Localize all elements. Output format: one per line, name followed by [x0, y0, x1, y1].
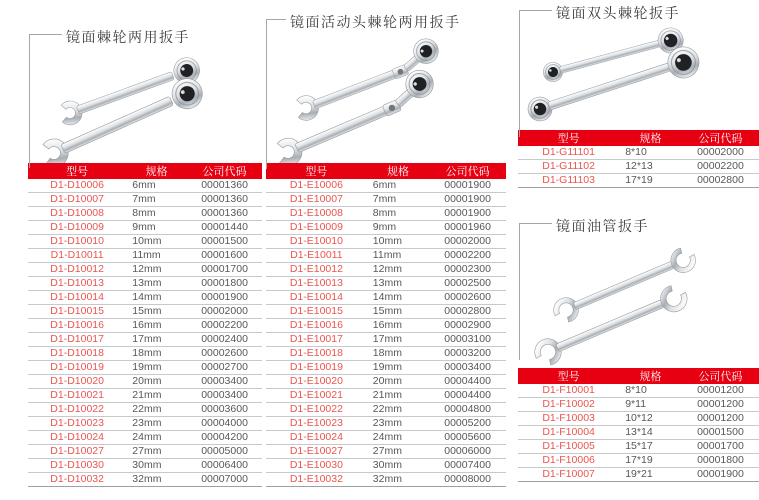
code-cell: 00001960: [429, 221, 506, 235]
model-cell: D1-E10019: [266, 361, 367, 375]
table-header-row: [518, 368, 759, 384]
table-row: [518, 174, 759, 188]
model-cell: D1-E10018: [266, 347, 367, 361]
table-row: [518, 412, 759, 426]
spec-cell: 13mm: [126, 277, 187, 291]
model-cell: D1-D10020: [28, 375, 126, 389]
model-cell: D1-E10021: [266, 389, 367, 403]
model-cell: D1-D10019: [28, 361, 126, 375]
code-cell: 00001600: [187, 249, 262, 263]
section-title: 镜面棘轮两用扳手: [66, 29, 190, 45]
code-cell: 00001500: [187, 235, 262, 249]
model-cell: D1-E10027: [266, 445, 367, 459]
model-cell: D1-E10020: [266, 375, 367, 389]
spec-cell: 21mm: [367, 389, 429, 403]
code-cell: 00003200: [429, 347, 506, 361]
code-cell: 00003400: [187, 389, 262, 403]
spec-cell: 19*21: [619, 468, 682, 482]
table-row: [266, 263, 506, 277]
column-header-model: 型号: [266, 163, 367, 179]
table-row: [266, 347, 506, 361]
code-cell: 00004400: [429, 375, 506, 389]
column-header-spec: 规格: [367, 163, 429, 179]
spec-cell: 23mm: [126, 417, 187, 431]
double-ring-ratchet-wrench-photo: [518, 27, 759, 130]
table-row: [28, 291, 262, 305]
spec-cell: 9*11: [619, 398, 682, 412]
table-row: [28, 193, 262, 207]
code-cell: 00005600: [429, 431, 506, 445]
section-title-row: [28, 27, 262, 47]
table-row: [28, 361, 262, 375]
model-cell: D1-E10016: [266, 319, 367, 333]
code-cell: 00001700: [682, 440, 759, 454]
model-cell: D1-F10006: [518, 454, 619, 468]
model-cell: D1-D10017: [28, 333, 126, 347]
column-header-spec: 规格: [619, 130, 682, 146]
spec-cell: 22mm: [126, 403, 187, 417]
code-cell: 00005000: [187, 445, 262, 459]
table-row: [28, 263, 262, 277]
code-cell: 00001200: [682, 384, 759, 398]
model-cell: D1-D10011: [28, 249, 126, 263]
code-cell: 00001900: [429, 193, 506, 207]
spec-cell: 24mm: [367, 431, 429, 445]
model-cell: D1-D10027: [28, 445, 126, 459]
table-row: [28, 221, 262, 235]
code-cell: 00001900: [429, 179, 506, 193]
spec-cell: 12mm: [367, 263, 429, 277]
spec-cell: 8*10: [619, 384, 682, 398]
spec-cell: 10*12: [619, 412, 682, 426]
spec-cell: 7mm: [367, 193, 429, 207]
model-cell: D1-D10012: [28, 263, 126, 277]
table-row: [266, 305, 506, 319]
model-cell: D1-D10007: [28, 193, 126, 207]
model-cell: D1-D10015: [28, 305, 126, 319]
table-row: [266, 179, 506, 193]
model-cell: D1-D10016: [28, 319, 126, 333]
model-cell: D1-E10032: [266, 473, 367, 487]
model-cell: D1-E10014: [266, 291, 367, 305]
table-row: [266, 235, 506, 249]
model-cell: D1-D10021: [28, 389, 126, 403]
spec-cell: 9mm: [126, 221, 187, 235]
spec-cell: 6mm: [367, 179, 429, 193]
code-cell: 00002800: [429, 305, 506, 319]
model-cell: D1-F10001: [518, 384, 619, 398]
code-cell: 00002400: [187, 333, 262, 347]
code-cell: 00002000: [187, 305, 262, 319]
code-cell: 00004400: [429, 389, 506, 403]
code-cell: 00002000: [682, 146, 759, 160]
table-row: [28, 389, 262, 403]
spec-cell: 8*10: [619, 146, 682, 160]
code-cell: 00002200: [682, 160, 759, 174]
code-cell: 00001800: [187, 277, 262, 291]
model-cell: D1-D10013: [28, 277, 126, 291]
model-cell: D1-G11103: [518, 174, 619, 188]
spec-cell: 17mm: [126, 333, 187, 347]
model-cell: D1-D10008: [28, 207, 126, 221]
table-row: [28, 375, 262, 389]
section-double-ring-ratchet: [518, 3, 759, 188]
section-title-row: [518, 3, 759, 23]
flex-head-ratchet-wrench-photo: [266, 36, 506, 163]
table-row: [28, 417, 262, 431]
title-bracket-line: [266, 19, 286, 169]
table-row: [28, 305, 262, 319]
table-row: [266, 333, 506, 347]
spec-cell: 32mm: [367, 473, 429, 487]
column-header-spec: 规格: [619, 368, 682, 384]
column-header-code: 公司代码: [429, 163, 506, 179]
spec-cell: 24mm: [126, 431, 187, 445]
table-row: [28, 179, 262, 193]
table-row: [266, 445, 506, 459]
model-cell: D1-F10004: [518, 426, 619, 440]
spec-table-ratchet-combination: [28, 163, 262, 487]
table-row: [266, 459, 506, 473]
spec-cell: 13mm: [367, 277, 429, 291]
model-cell: D1-E10023: [266, 417, 367, 431]
table-row: [266, 277, 506, 291]
spec-cell: 14mm: [367, 291, 429, 305]
model-cell: D1-D10014: [28, 291, 126, 305]
spec-cell: 10mm: [126, 235, 187, 249]
code-cell: 00001500: [682, 426, 759, 440]
model-cell: D1-F10005: [518, 440, 619, 454]
title-bracket-line: [29, 34, 62, 168]
table-row: [28, 347, 262, 361]
spec-cell: 20mm: [126, 375, 187, 389]
code-cell: 00003400: [429, 361, 506, 375]
spec-cell: 32mm: [126, 473, 187, 487]
model-cell: D1-D10023: [28, 417, 126, 431]
title-bracket-line: [519, 10, 552, 137]
model-cell: D1-D10018: [28, 347, 126, 361]
table-row: [266, 193, 506, 207]
code-cell: 00001360: [187, 179, 262, 193]
model-cell: D1-E10008: [266, 207, 367, 221]
spec-table-flare-nut: [518, 368, 759, 482]
code-cell: 00001800: [682, 454, 759, 468]
table-row: [28, 277, 262, 291]
table-row: [28, 431, 262, 445]
model-cell: D1-E10015: [266, 305, 367, 319]
spec-cell: 17*19: [619, 454, 682, 468]
right-column: [518, 0, 759, 482]
column-header-model: 型号: [518, 130, 619, 146]
code-cell: 00004000: [187, 417, 262, 431]
model-cell: D1-D10009: [28, 221, 126, 235]
ratchet-combination-wrench-photo: [28, 53, 262, 163]
spec-cell: 22mm: [367, 403, 429, 417]
spec-cell: 6mm: [126, 179, 187, 193]
code-cell: 00002700: [187, 361, 262, 375]
spec-cell: 15mm: [367, 305, 429, 319]
model-cell: D1-E10012: [266, 263, 367, 277]
model-cell: D1-D10024: [28, 431, 126, 445]
spec-cell: 30mm: [367, 459, 429, 473]
table-row: [266, 361, 506, 375]
model-cell: D1-D10006: [28, 179, 126, 193]
spec-table-flex-head: [266, 163, 506, 487]
spec-cell: 19mm: [367, 361, 429, 375]
table-row: [28, 235, 262, 249]
column-header-code: 公司代码: [187, 163, 262, 179]
column-header-model: 型号: [28, 163, 126, 179]
model-cell: D1-E10010: [266, 235, 367, 249]
code-cell: 00002200: [429, 249, 506, 263]
model-cell: D1-F10003: [518, 412, 619, 426]
spec-cell: 14mm: [126, 291, 187, 305]
spec-cell: 8mm: [367, 207, 429, 221]
table-row: [518, 146, 759, 160]
section-flare-nut: [518, 216, 759, 482]
table-row: [266, 473, 506, 487]
model-cell: D1-E10011: [266, 249, 367, 263]
code-cell: 00001440: [187, 221, 262, 235]
code-cell: 00002800: [682, 174, 759, 188]
section-flex-head-ratchet: [266, 0, 506, 487]
table-row: [266, 207, 506, 221]
spec-cell: 27mm: [367, 445, 429, 459]
model-cell: D1-E10024: [266, 431, 367, 445]
table-row: [28, 333, 262, 347]
column-header-model: 型号: [518, 368, 619, 384]
model-cell: D1-D10032: [28, 473, 126, 487]
spec-cell: 17mm: [367, 333, 429, 347]
table-row: [518, 440, 759, 454]
table-row: [28, 445, 262, 459]
code-cell: 00003400: [187, 375, 262, 389]
section-title: 镜面油管扳手: [556, 218, 649, 234]
spec-cell: 18mm: [126, 347, 187, 361]
table-row: [266, 389, 506, 403]
table-header-row: [518, 130, 759, 146]
code-cell: 00001200: [682, 398, 759, 412]
table-row: [28, 319, 262, 333]
code-cell: 00001360: [187, 193, 262, 207]
table-header-row: [266, 163, 506, 179]
code-cell: 00004800: [429, 403, 506, 417]
section-title: 镜面活动头棘轮两用扳手: [290, 14, 461, 30]
code-cell: 00007400: [429, 459, 506, 473]
model-cell: D1-E10030: [266, 459, 367, 473]
code-cell: 00001900: [682, 468, 759, 482]
column-header-code: 公司代码: [682, 368, 759, 384]
model-cell: D1-E10022: [266, 403, 367, 417]
table-row: [266, 221, 506, 235]
code-cell: 00001900: [429, 207, 506, 221]
code-cell: 00001700: [187, 263, 262, 277]
table-row: [266, 417, 506, 431]
table-row: [518, 454, 759, 468]
model-cell: D1-F10007: [518, 468, 619, 482]
model-cell: D1-F10002: [518, 398, 619, 412]
code-cell: 00007000: [187, 473, 262, 487]
section-title: 镜面双头棘轮扳手: [556, 5, 680, 21]
table-row: [518, 398, 759, 412]
spec-cell: 11mm: [126, 249, 187, 263]
model-cell: D1-E10007: [266, 193, 367, 207]
spec-cell: 10mm: [367, 235, 429, 249]
table-row: [28, 403, 262, 417]
spec-cell: 18mm: [367, 347, 429, 361]
spec-cell: 13*14: [619, 426, 682, 440]
table-row: [518, 468, 759, 482]
code-cell: 00002500: [429, 277, 506, 291]
table-row: [28, 459, 262, 473]
spec-cell: 16mm: [367, 319, 429, 333]
spec-cell: 19mm: [126, 361, 187, 375]
table-row: [518, 160, 759, 174]
spec-cell: 20mm: [367, 375, 429, 389]
code-cell: 00001200: [682, 412, 759, 426]
code-cell: 00002200: [187, 319, 262, 333]
spec-cell: 9mm: [367, 221, 429, 235]
code-cell: 00001900: [187, 291, 262, 305]
code-cell: 00002600: [187, 347, 262, 361]
spec-cell: 21mm: [126, 389, 187, 403]
table-row: [266, 431, 506, 445]
table-row: [266, 319, 506, 333]
spec-cell: 11mm: [367, 249, 429, 263]
spec-cell: 8mm: [126, 207, 187, 221]
table-row: [28, 473, 262, 487]
model-cell: D1-G11102: [518, 160, 619, 174]
column-header-code: 公司代码: [682, 130, 759, 146]
table-row: [266, 291, 506, 305]
title-bracket-line: [519, 223, 552, 360]
spec-cell: 30mm: [126, 459, 187, 473]
table-row: [266, 249, 506, 263]
code-cell: 00006400: [187, 459, 262, 473]
flare-nut-wrench-photo: [518, 240, 759, 368]
spec-cell: 12*13: [619, 160, 682, 174]
code-cell: 00002600: [429, 291, 506, 305]
spec-cell: 23mm: [367, 417, 429, 431]
model-cell: D1-G11101: [518, 146, 619, 160]
code-cell: 00005200: [429, 417, 506, 431]
code-cell: 00008000: [429, 473, 506, 487]
code-cell: 00002900: [429, 319, 506, 333]
code-cell: 00002000: [429, 235, 506, 249]
code-cell: 00006000: [429, 445, 506, 459]
table-row: [266, 375, 506, 389]
code-cell: 00003600: [187, 403, 262, 417]
table-row: [28, 249, 262, 263]
section-title-row: [518, 216, 759, 236]
spec-cell: 15*17: [619, 440, 682, 454]
model-cell: D1-E10009: [266, 221, 367, 235]
spec-cell: 7mm: [126, 193, 187, 207]
model-cell: D1-E10017: [266, 333, 367, 347]
table-row: [518, 384, 759, 398]
spec-cell: 12mm: [126, 263, 187, 277]
section-title-row: [266, 12, 506, 32]
model-cell: D1-D10030: [28, 459, 126, 473]
table-row: [518, 426, 759, 440]
section-ratchet-combination: [28, 0, 262, 487]
code-cell: 00001360: [187, 207, 262, 221]
table-row: [28, 207, 262, 221]
spec-cell: 17*19: [619, 174, 682, 188]
table-header-row: [28, 163, 262, 179]
spec-table-double-ring: [518, 130, 759, 188]
spec-cell: 16mm: [126, 319, 187, 333]
table-row: [266, 403, 506, 417]
model-cell: D1-E10006: [266, 179, 367, 193]
model-cell: D1-D10022: [28, 403, 126, 417]
spec-cell: 15mm: [126, 305, 187, 319]
code-cell: 00004200: [187, 431, 262, 445]
column-header-spec: 规格: [126, 163, 187, 179]
model-cell: D1-E10013: [266, 277, 367, 291]
spec-cell: 27mm: [126, 445, 187, 459]
code-cell: 00002300: [429, 263, 506, 277]
code-cell: 00003100: [429, 333, 506, 347]
model-cell: D1-D10010: [28, 235, 126, 249]
